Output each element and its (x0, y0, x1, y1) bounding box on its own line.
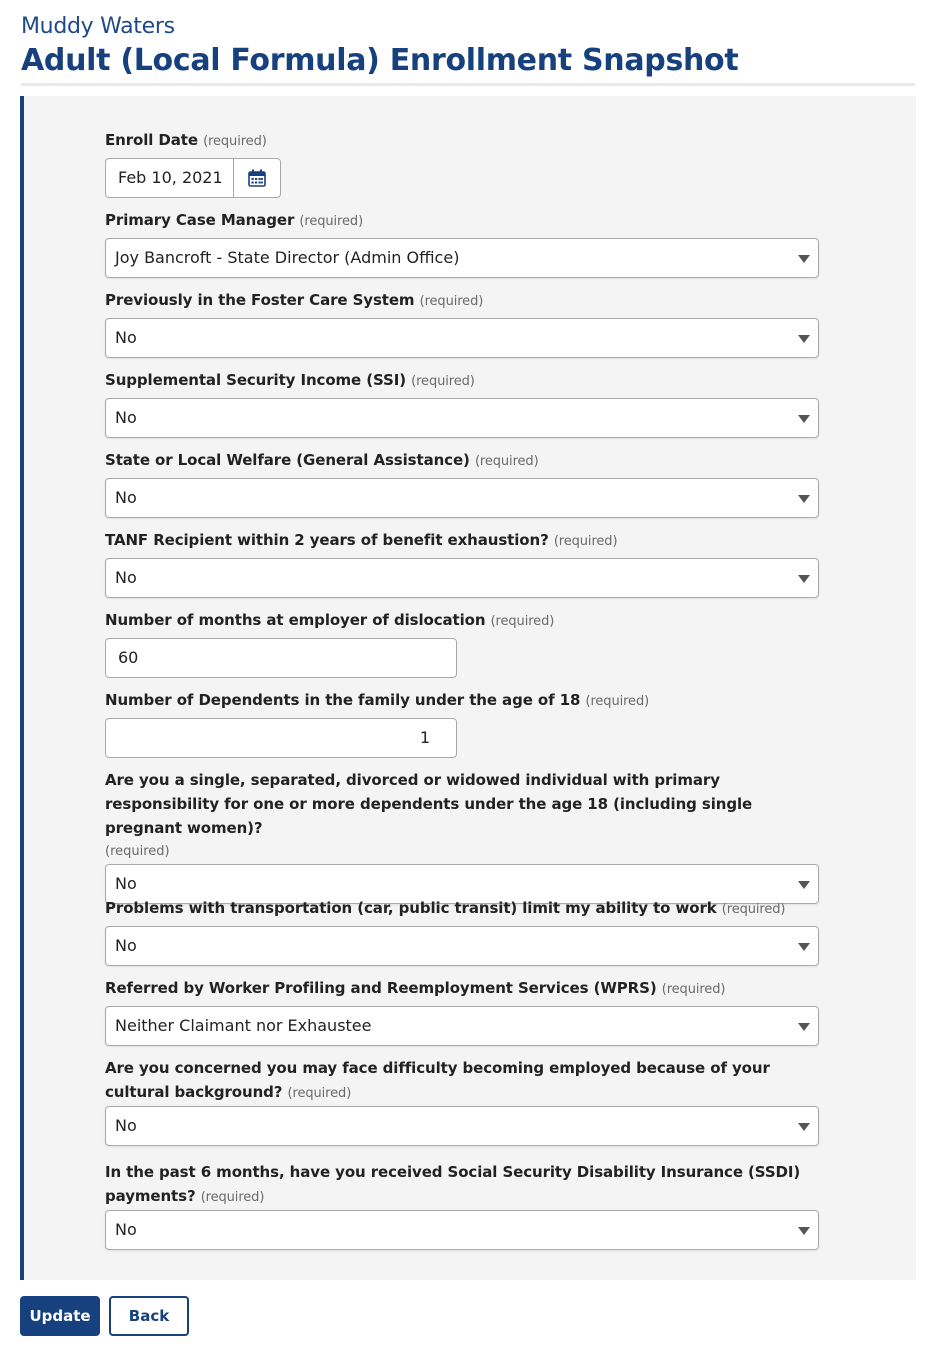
welfare-select[interactable] (105, 478, 819, 518)
welfare-label: State or Local Welfare (General Assistance) (required) (105, 451, 539, 469)
months-employer-input[interactable]: 60 (105, 638, 457, 678)
months-employer-label: Number of months at employer of dislocation (required) (105, 611, 555, 629)
foster-care-value: No (115, 328, 137, 347)
tanf-label: TANF Recipient within 2 years of benefit exhaustion? (required) (105, 531, 618, 549)
transportation-label: Problems with transportation (car, public transit) limit my ability to work (required) (105, 899, 786, 917)
foster-care-label: Previously in the Foster Care System (required) (105, 291, 484, 309)
cultural-value: No (115, 1116, 137, 1135)
dependents-group (105, 688, 819, 758)
required-hint: (required) (200, 1190, 265, 1205)
case-manager-value: Joy Bancroft - State Director (Admin Office) (115, 248, 460, 267)
chevron-down-icon (798, 255, 810, 263)
cultural-select[interactable] (105, 1106, 819, 1146)
dependents-input[interactable]: 1 (105, 718, 457, 758)
enroll-date-label: Enroll Date (required) (105, 131, 267, 149)
transportation-value: No (115, 936, 137, 955)
wprs-select[interactable] (105, 1006, 819, 1046)
ssi-select[interactable] (105, 398, 819, 438)
required-hint: (required) (474, 454, 539, 469)
wprs-label: Referred by Worker Profiling and Reemployment Services (WPRS) (required) (105, 979, 726, 997)
foster-care-select[interactable] (105, 318, 819, 358)
chevron-down-icon (798, 1023, 810, 1031)
required-hint: (required) (287, 1086, 352, 1101)
transportation-group (105, 896, 819, 966)
wprs-group (105, 976, 819, 1046)
ssdi-value: No (115, 1220, 137, 1239)
single-parent-label: Are you a single, separated, divorced or widowed individual with primary responsibility for one or more dependents under the age 18 (including single pregnant women)? (105, 771, 753, 837)
wprs-value: Neither Claimant nor Exhaustee (115, 1016, 372, 1035)
calendar-button[interactable] (233, 158, 281, 198)
case-manager-select[interactable] (105, 238, 819, 278)
chevron-down-icon (798, 943, 810, 951)
enroll-date-control (105, 158, 281, 198)
chevron-down-icon (798, 495, 810, 503)
enroll-date-input[interactable]: Feb 10, 2021 (105, 158, 233, 198)
ssi-value: No (115, 408, 137, 427)
chevron-down-icon (798, 415, 810, 423)
chevron-down-icon (798, 335, 810, 343)
ssi-group (105, 368, 819, 438)
required-hint: (required) (411, 374, 475, 389)
org-name: Muddy Waters (21, 14, 175, 39)
case-manager-group (105, 208, 819, 278)
transportation-select[interactable] (105, 926, 819, 966)
required-hint: (required) (419, 294, 484, 309)
required-hint: (required) (585, 694, 650, 709)
dependents-label: Number of Dependents in the family under the age of 18 (required) (105, 691, 650, 709)
page-header (21, 12, 915, 80)
ssdi-label: In the past 6 months, have you received Social Security Disability Insurance (SSDI) payments? (required) (105, 1163, 801, 1205)
chevron-down-icon (798, 1123, 810, 1131)
back-button[interactable]: Back (109, 1296, 189, 1336)
chevron-down-icon (798, 575, 810, 583)
required-hint: (required) (490, 614, 555, 629)
cultural-label: Are you concerned you may face difficulty becoming employed because of your cultural background? (required) (105, 1059, 770, 1101)
update-button[interactable]: Update (20, 1296, 100, 1336)
single-parent-value: No (115, 874, 137, 893)
tanf-group (105, 528, 819, 598)
ssdi-select[interactable] (105, 1210, 819, 1250)
welfare-group (105, 448, 819, 518)
months-employer-group (105, 608, 819, 678)
chevron-down-icon (798, 881, 810, 889)
chevron-down-icon (798, 1227, 810, 1235)
required-hint: (required) (721, 902, 786, 917)
ssi-label: Supplemental Security Income (SSI) (required) (105, 371, 475, 389)
required-hint: (required) (661, 982, 726, 997)
single-parent-group (105, 768, 819, 904)
enroll-date-group (105, 128, 819, 198)
tanf-value: No (115, 568, 137, 587)
required-hint: (required) (105, 844, 170, 859)
foster-care-group (105, 288, 819, 358)
tanf-select[interactable] (105, 558, 819, 598)
required-hint: (required) (203, 134, 267, 149)
calendar-icon (248, 169, 266, 187)
required-hint: (required) (299, 214, 364, 229)
ssdi-group (105, 1160, 819, 1250)
required-hint: (required) (553, 534, 618, 549)
page-title: Adult (Local Formula) Enrollment Snapshot (21, 43, 739, 78)
case-manager-label: Primary Case Manager (required) (105, 211, 364, 229)
welfare-value: No (115, 488, 137, 507)
title-divider (21, 83, 915, 86)
cultural-group (105, 1056, 819, 1146)
